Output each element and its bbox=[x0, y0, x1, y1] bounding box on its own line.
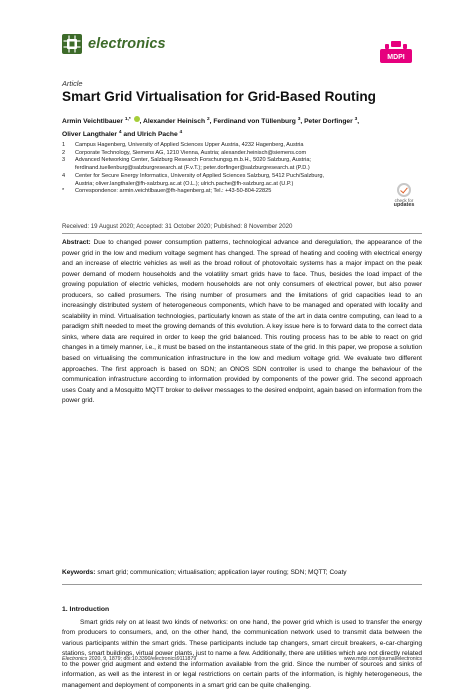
author-name: Alexander Heinisch bbox=[143, 118, 206, 126]
author-conjunction: and bbox=[123, 131, 136, 139]
check-updates-line1: check for bbox=[394, 198, 414, 203]
affiliation-number bbox=[62, 165, 75, 173]
affiliation-number: 1 bbox=[62, 142, 66, 148]
affiliation-item bbox=[62, 188, 422, 196]
check-updates-label bbox=[384, 198, 424, 208]
introduction-text: Smart grids rely on at least two kinds of networks: on one hand, the power grid which is used to transfer the energy from producers to consumers, and, on the other hand, the communication network used to transmit data between the various participants within the smart grids. These participants include tap changers, smart circuit breakers, e-car-charging stations, smart buildings, virtual power plants, just to name a few. Additionally, there are utilities which are not directly related to the power grid augment and extend the information available from the grid. Since the number of sources and sinks of information, as well as the interest in or legal restrictions on certain parts of the information, is highly heterogeneous, the management and deployment of components in a smart grid can be quite challenging. bbox=[62, 619, 422, 689]
author-affiliation-marker: 4 bbox=[118, 130, 122, 136]
author-name: Ferdinand von Tüllenburg bbox=[213, 118, 296, 126]
check-updates-icon bbox=[397, 183, 411, 197]
journal-logo[interactable] bbox=[62, 34, 166, 54]
affiliation-item bbox=[62, 181, 422, 189]
publication-dates: Received: 19 August 2020; Accepted: 31 October 2020; Published: 8 November 2020 bbox=[62, 223, 293, 230]
keywords-section bbox=[62, 568, 422, 577]
author-affiliation-marker: 2 bbox=[206, 117, 210, 122]
affiliation-text: Campus Hagenberg, University of Applied Sciences Upper Austria, 4232 Hagenberg, Austria bbox=[75, 142, 304, 148]
divider bbox=[62, 584, 422, 585]
divider bbox=[62, 233, 422, 234]
affiliation-number: * bbox=[62, 188, 65, 195]
author-name: Oliver Langthaler bbox=[62, 131, 118, 139]
author-list: Armin Veichtlbauer $^{1,*}$ , Alexander Heinisch $^2$, Ferdinand von Tüllenburg $^3$, Peter Dorfinger $^3$, Oliver Langthaler $^4$ and Ulrich Pache $^4$ bbox=[62, 117, 360, 139]
author-affiliation-marker: 3 bbox=[297, 117, 301, 122]
journal-name: electronics bbox=[88, 36, 166, 52]
author-name: Armin Veichtlbauer bbox=[62, 118, 123, 126]
affiliation-number: 3 bbox=[62, 157, 66, 164]
footer-url[interactable]: www.mdpi.com/journal/electronics bbox=[343, 656, 422, 662]
circuit-board-icon bbox=[62, 34, 82, 54]
affiliation-text: Advanced Networking Center, Salzburg Research Forschungsg.m.b.H., 5020 Salzburg, Austria; bbox=[75, 157, 311, 164]
affiliation-text: Corporate Technology, Siemens AG, 1210 Vienna, Austria; alexander.heinisch@siemens.com bbox=[75, 149, 307, 156]
affiliation-list bbox=[62, 142, 422, 196]
abstract-label: Abstract: bbox=[62, 239, 91, 246]
article-type: Article bbox=[62, 79, 83, 88]
affiliation-item bbox=[62, 165, 422, 173]
affiliation-text: Center for Secure Energy Informatics, University of Applied Sciences Salzburg, 5412 Puch/Salzburg, bbox=[75, 172, 325, 179]
affiliation-item bbox=[62, 157, 422, 165]
check-for-updates-button[interactable] bbox=[384, 183, 424, 213]
affiliation-text: ferdinand.tuellenburg@salzburgresearch.at (F.v.T.); peter.dorfinger@salzburgresearch.at (P.D.) bbox=[75, 165, 310, 172]
affiliation-item bbox=[62, 173, 422, 181]
keywords-text: smart grid; communication; virtualisation; application layer routing; SDN; MQTT; Coaty bbox=[97, 569, 347, 576]
introduction-paragraph bbox=[62, 618, 422, 691]
author-name: Ulrich Pache bbox=[137, 131, 178, 139]
affiliation-number: 4 bbox=[62, 172, 66, 179]
paper-title: Smart Grid Virtualisation for Grid-Based Routing bbox=[62, 89, 376, 104]
keywords-label: Keywords: bbox=[62, 569, 96, 576]
affiliation-number: 2 bbox=[62, 149, 66, 156]
affiliation-item bbox=[62, 150, 422, 158]
footer-doi[interactable]: 2020, 9, 1879; doi:10.3390/electronics9111879 bbox=[88, 656, 197, 662]
abstract-section bbox=[62, 238, 422, 407]
affiliation-item bbox=[62, 142, 422, 150]
affiliation-text: Austria; oliver.langthaler@fh-salzburg.ac.at (O.L.); ulrich.pache@fh-salzburg.ac.at (U.P.) bbox=[75, 180, 294, 187]
author-affiliation-marker: 4 bbox=[179, 130, 183, 136]
abstract-text: Due to changed power consumption patterns, technological advance and deregulation, the appearance of the power grid in the low and medium voltage segment has changed. The spread of heating and cooling with electrical energy and an increase of electric vehicles as well as the broad rollout of photovoltaic systems has a major impact on the peak power demand of modern households and the volatility smart grids have to face. Thus, besides the load impact of the growing population of electric vehicles, modern households are not only consumers of electrical power, but also power producers, so called prosumers. The rising number of prosumers and the limitations of grid capacities lead to an increasingly distributed system of heterogeneous components, which have to be managed and operated with locality and scalability in mind. Virtualisation technologies, particularly known as state of the art in data centre computing, can lead to a paradigm shift needed to meet the growing demands of this evolution. A key issue here is to forward data to the correct data sinks, where data are required in order to keep the grid balanced. This routing process has to be able to react on grid changes in a timely manner, i.e., it must be based on the instantaneous state of the grid. In this paper, we propose a solution based on virtualising the communication infrastructure in the low and medium voltage grid. We evaluate two different approaches. The first approach is based on SDN; an ONOS SDN controller is used to change the behaviour of the communication infrastructure according to information provided by components of the power grid. The second approach uses Coaty and a Mosquitto MQTT broker to deliver messages to the desired endpoint, again based on information from the power grid. bbox=[62, 239, 422, 405]
orcid-icon[interactable] bbox=[134, 116, 140, 122]
mdpi-logo-icon[interactable] bbox=[380, 41, 412, 63]
check-updates-line2: updates bbox=[393, 202, 415, 208]
author-name: Peter Dorfinger bbox=[304, 118, 353, 126]
correspondence-text: Correspondence: armin.veichtlbauer@fh-hagenberg.at; Tel.: +43-50-804-22825 bbox=[75, 188, 272, 195]
author-affiliation-marker: 1,* bbox=[124, 117, 131, 122]
footer-journal: Electronics bbox=[62, 656, 88, 662]
publisher-name: MDPI bbox=[387, 54, 405, 61]
page-footer bbox=[62, 656, 422, 662]
section-heading: 1. Introduction bbox=[62, 606, 110, 613]
affiliation-number bbox=[62, 181, 75, 189]
footer-citation bbox=[62, 656, 196, 662]
author-affiliation-marker: 3 bbox=[354, 117, 358, 122]
